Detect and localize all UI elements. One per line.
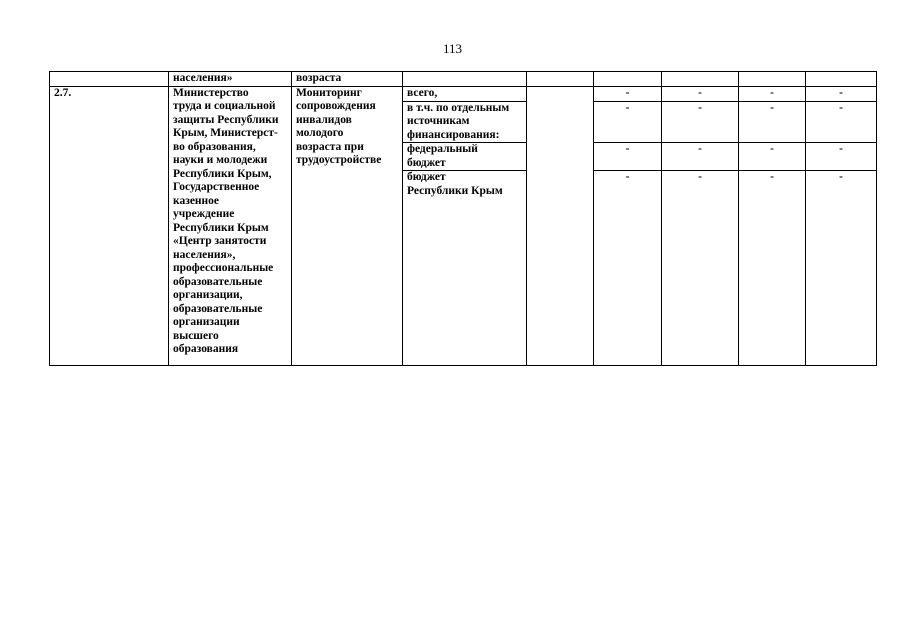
cell-year-cont (739, 72, 806, 87)
executor-line: организации (173, 316, 240, 328)
cell-year-cont (662, 72, 739, 87)
cell-number-cont (50, 72, 169, 87)
executor-line: во образования, (173, 140, 256, 153)
executor-line: «Центр занятости (173, 235, 267, 247)
event-line: возраста при (296, 140, 364, 153)
cell-value: - (806, 86, 877, 101)
cell-value: - (594, 171, 662, 366)
funding-line: Республики Крым (407, 184, 503, 197)
cell-extra-cont (527, 72, 594, 87)
executor-line: образовательные (173, 302, 263, 315)
cell-value: - (739, 143, 806, 171)
executor-line: Министерство (173, 86, 249, 99)
executor-line: образования (173, 343, 239, 355)
funding-line: бюджет (407, 171, 446, 183)
cell-executor-cont: населения» (169, 72, 292, 87)
table-row (50, 86, 877, 101)
cell-funding-regional (403, 171, 527, 366)
cell-value: - (594, 86, 662, 101)
executor-line: населения», (173, 248, 236, 261)
cell-funding-federal (403, 143, 527, 171)
executor-line: казенное (173, 194, 220, 207)
funding-line: источникам (407, 115, 470, 127)
cell-value: - (662, 143, 739, 171)
cell-value: - (662, 86, 739, 101)
executor-line: труда и социальной (173, 100, 276, 112)
event-line: сопровождения (296, 100, 376, 112)
cell-funding-cont (403, 72, 527, 87)
funding-line: бюджет (407, 156, 446, 169)
cell-executor (169, 86, 292, 366)
cell-value: - (739, 171, 806, 366)
cell-value: - (806, 101, 877, 143)
cell-funding-sources (403, 101, 527, 143)
executor-line: Государственное (173, 181, 260, 193)
cell-year-cont (594, 72, 662, 87)
executor-line: защиты Республики (173, 113, 279, 126)
funding-line: федеральный (407, 143, 478, 155)
executor-line: Крым, Министерст- (173, 127, 278, 139)
cell-funding-total: всего, (403, 86, 527, 101)
cell-value: - (806, 143, 877, 171)
event-line: инвалидов (296, 113, 352, 126)
cell-value: - (806, 171, 877, 366)
cell-value: - (662, 101, 739, 143)
executor-line: высшего (173, 329, 219, 342)
event-line: трудоустройстве (296, 154, 382, 166)
cell-value: - (662, 171, 739, 366)
cell-event (292, 86, 403, 366)
program-table (49, 71, 877, 366)
continuation-row (50, 72, 877, 87)
cell-year-cont (806, 72, 877, 87)
executor-line: организации, (173, 289, 243, 301)
executor-line: науки и молодежи (173, 154, 268, 166)
page-number: 113 (442, 41, 463, 56)
cell-event-cont: возраста (292, 72, 403, 87)
cell-value: - (739, 86, 806, 101)
cell-row-number: 2.7. (50, 86, 169, 366)
executor-line: учреждение (173, 208, 235, 220)
funding-line: финансирования: (407, 128, 500, 141)
funding-line: в т.ч. по отдельным (407, 101, 510, 114)
executor-line: Республики Крым (173, 221, 269, 234)
executor-line: профессиональные (173, 262, 274, 274)
cell-value: - (739, 101, 806, 143)
cell-value: - (594, 101, 662, 143)
event-line: Мониторинг (296, 86, 362, 99)
cell-value: - (594, 143, 662, 171)
executor-line: Республики Крым, (173, 167, 272, 180)
event-line: молодого (296, 127, 344, 139)
executor-line: образовательные (173, 275, 263, 288)
cell-extra (527, 86, 594, 366)
